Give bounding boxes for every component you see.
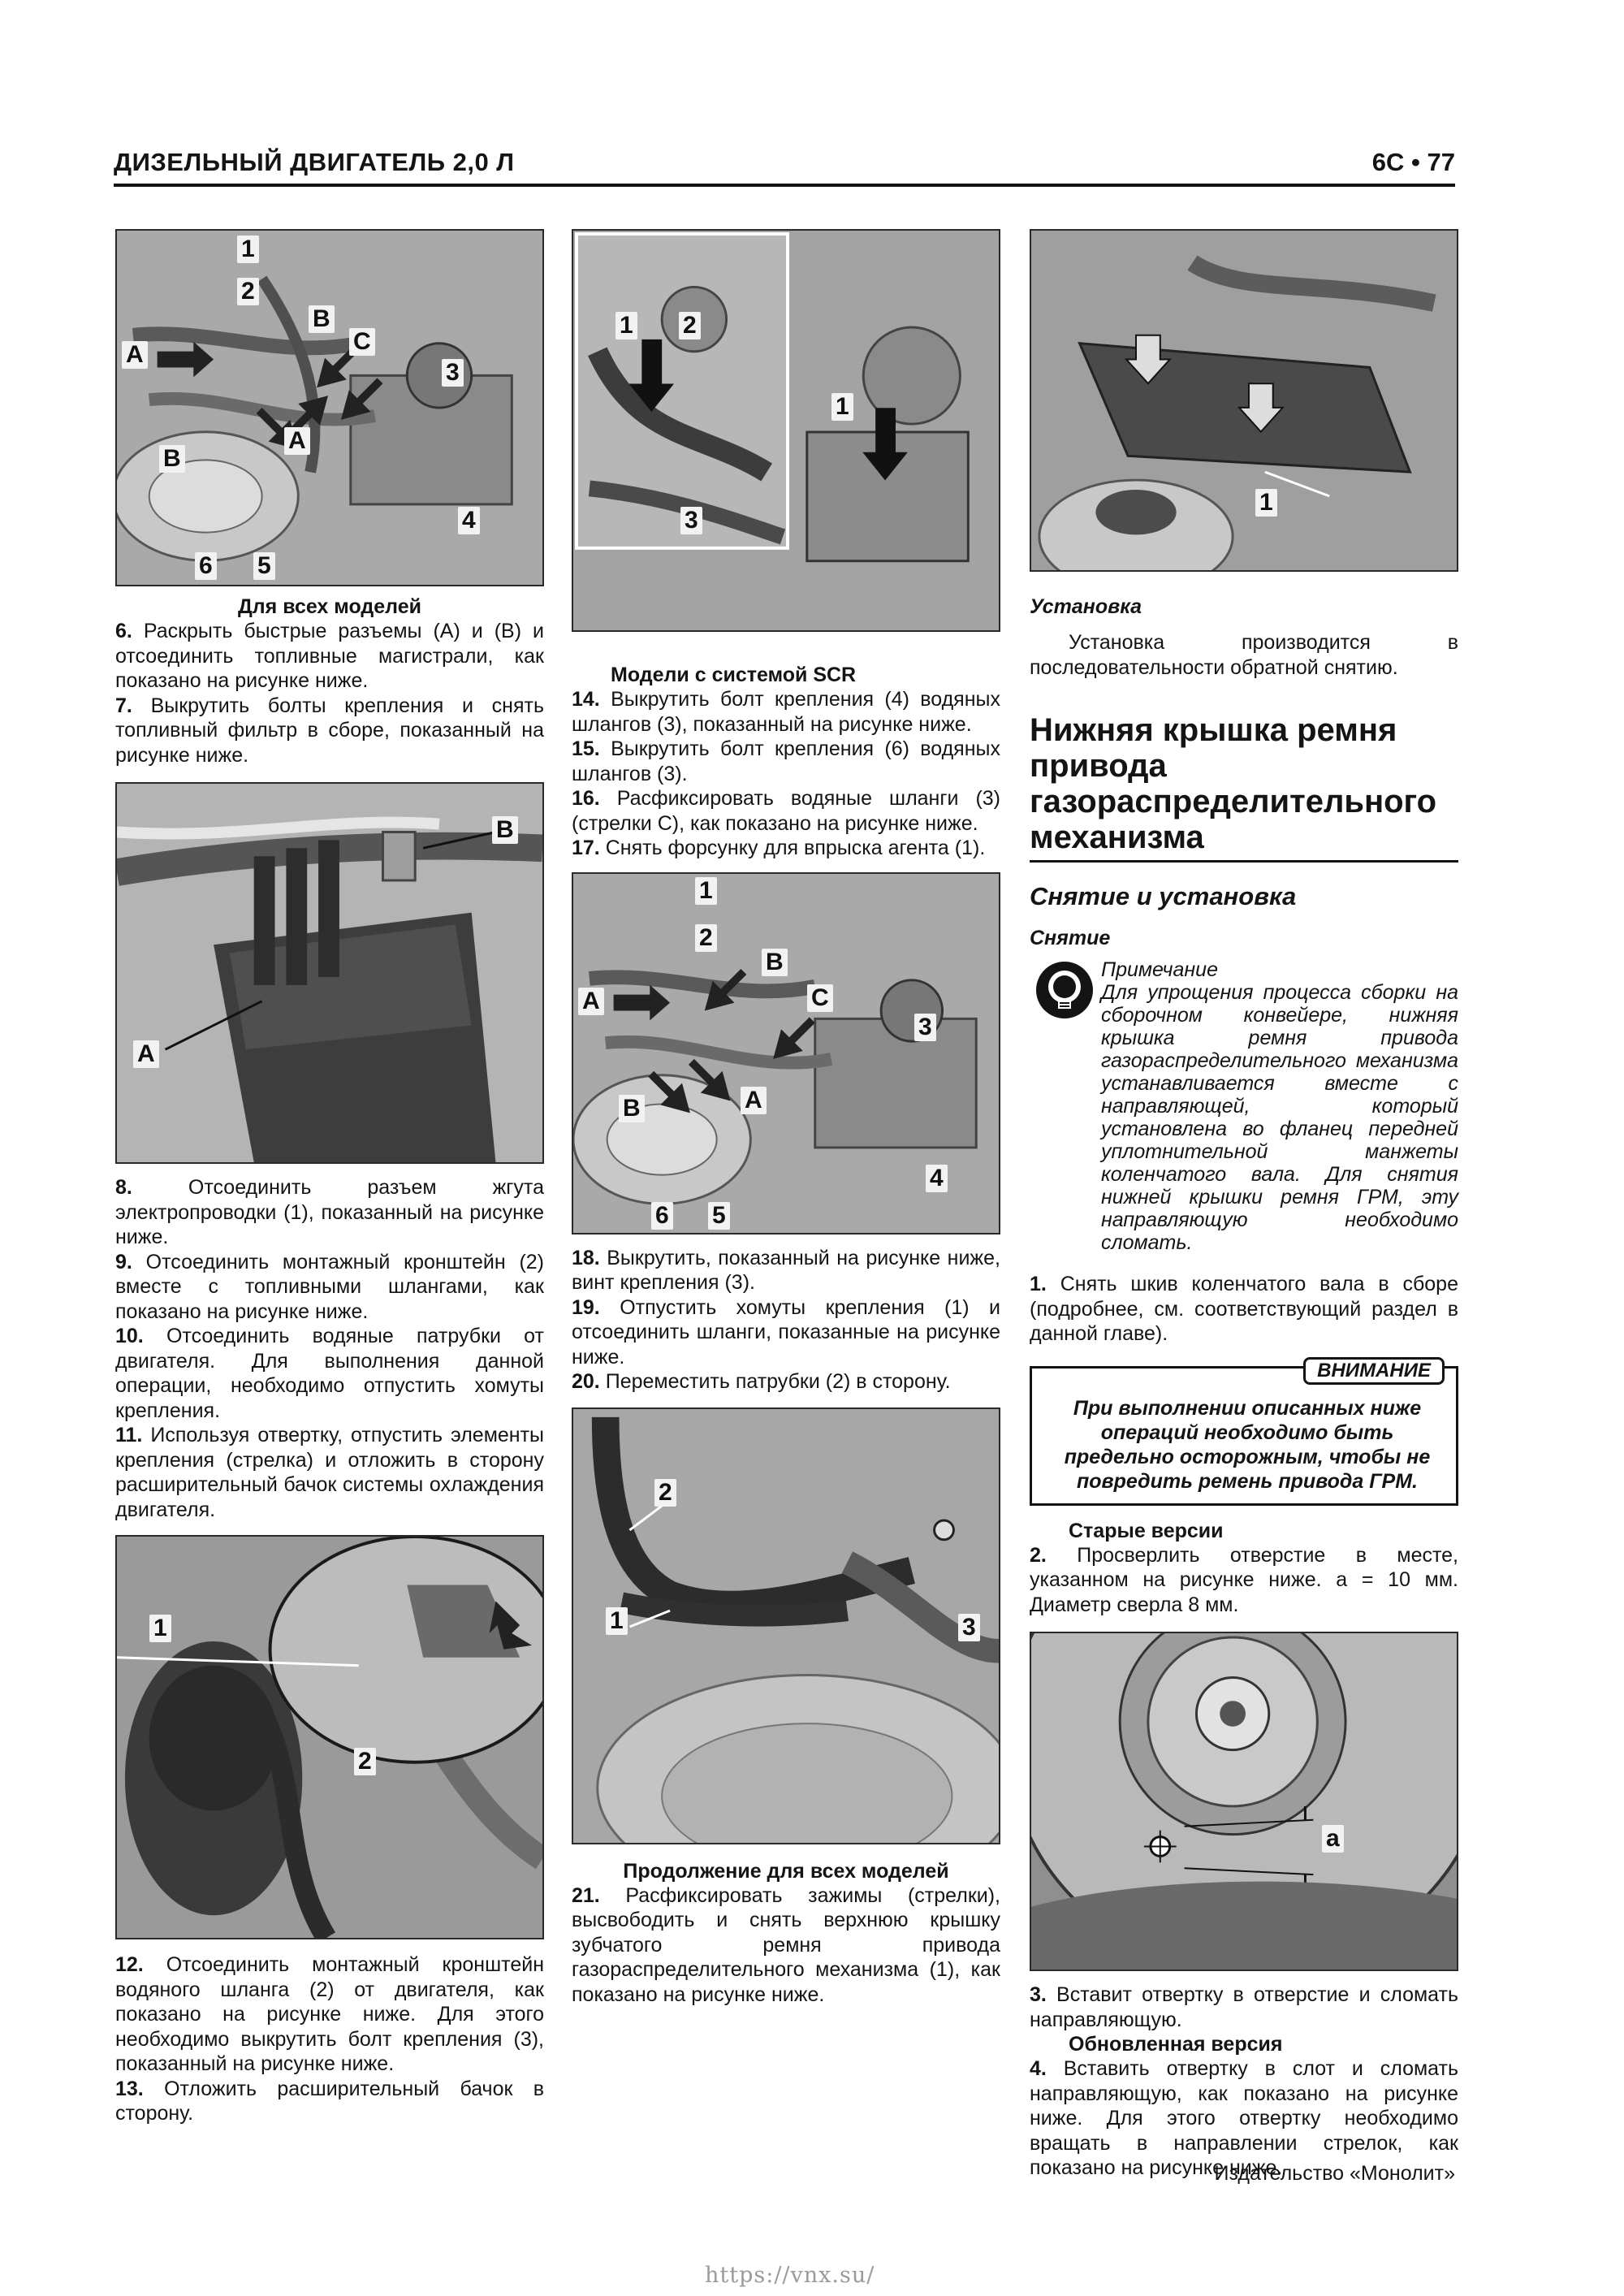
step-2: 2. Просверлить отверстие в месте, указанном на рисунке ниже. а = 10 мм. Диаметр сверла 8 мм.	[1030, 1543, 1458, 1616]
callout-2: 2	[654, 1479, 676, 1507]
callout-3: 3	[442, 359, 464, 387]
callout-3: 3	[680, 507, 702, 534]
callout-1: 1	[149, 1615, 171, 1642]
note-block	[1030, 958, 1458, 1254]
step-10: 10. Отсоединить водяные патрубки от двигателя. Для выполнения данной операции, необходимо отпустить хомуты крепления.	[115, 1325, 544, 1422]
warning-box	[1030, 1359, 1458, 1506]
step-4: 4. Вставить отвертку в слот и сломать направляющую, как показано на рисунке ниже. Для этого отвертку необходимо вращать в направлении стрелок, как показано на рисунке ниже.	[1030, 2057, 1458, 2179]
figure-upper-timing-cover	[1030, 229, 1458, 572]
subhead-new-version: Обновленная версия	[1069, 2033, 1283, 2056]
step-21-block	[572, 1883, 1000, 2008]
fuel-filter-illustration	[117, 784, 542, 1162]
step-9: 9. Отсоединить монтажный кронштейн (2) вместе с топливными шлангами, как показано на рисунке ниже.	[115, 1250, 544, 1323]
callout-4: 4	[458, 507, 480, 534]
callout-b: B	[309, 305, 335, 333]
sub-title: Снятие и установка	[1030, 882, 1297, 910]
step-14: 14. Выкрутить болт крепления (4) водяных шлангов (3), показанный на рисунке ниже.	[572, 688, 1000, 736]
watermark-url: https://vnx.su/	[705, 2263, 875, 2288]
column-1	[115, 229, 544, 2126]
subhead-all-models: Для всех моделей	[237, 595, 421, 618]
step-3: 3. Вставит отвертку в отверстие и сломать направляющую.	[1030, 1983, 1458, 2031]
steps-18-20	[572, 1246, 1000, 1394]
callout-1: 1	[1255, 489, 1277, 517]
step-13: 13. Отложить расширительный бачок в сторону.	[115, 2077, 544, 2125]
figure-expansion-tank	[115, 1535, 544, 1939]
callout-b2: B	[619, 1095, 645, 1122]
steps-14-17	[572, 687, 1000, 861]
chapter-title: ДИЗЕЛЬНЫЙ ДВИГАТЕЛЬ 2,0 Л	[114, 148, 515, 176]
callout-1: 1	[606, 1607, 628, 1635]
step-18: 18. Выкрутить, показанный на рисунке ниже, винт крепления (3).	[572, 1246, 1001, 1294]
callout-1: 1	[615, 312, 637, 339]
step-6: 6. Раскрыть быстрые разъемы (А) и (В) и отсоединить топливные магистрали, как показано на рисунке ниже.	[115, 620, 544, 692]
callout-2: 2	[679, 312, 701, 339]
callout-3: 3	[914, 1014, 936, 1041]
callout-a2: A	[284, 427, 310, 455]
column-2	[572, 229, 1000, 2007]
step-19: 19. Отпустить хомуты крепления (1) и отсоединить шланги, показанные на рисунке ниже.	[572, 1295, 1000, 1369]
callout-1: 1	[695, 877, 717, 905]
note-text: Для упрощения процесса сборки на сборочном конвейере, нижняя крышка ремня привода газораспределительного механизма устанавливается вместе с направляющей, который установлена во фланец передней уплотнительной манжеты коленчатого вала. Для снятия нижней крышки ремня ГРМ, эту направляющую необходимо сломать.	[1101, 981, 1458, 1254]
callout-2: 2	[695, 924, 717, 952]
step-20: 20. Переместить патрубки (2) в сторону.	[572, 1370, 951, 1393]
upper-timing-cover-illustration	[1031, 231, 1457, 570]
callout-6: 6	[195, 552, 217, 580]
install-heading: Установка	[1030, 595, 1142, 618]
lightbulb-icon	[1034, 960, 1095, 1020]
step-7: 7. Выкрутить болты крепления и снять топливный фильтр в сборе, показанный на рисунке ниже.	[115, 694, 544, 767]
step-2-block	[1030, 1543, 1458, 1618]
warning-badge: ВНИМАНИЕ	[1303, 1357, 1445, 1385]
callout-6: 6	[651, 1202, 673, 1230]
steps-6-7	[115, 619, 544, 767]
callout-2: 2	[354, 1748, 376, 1775]
callout-a: A	[578, 988, 604, 1015]
figure-coolant-pipes	[572, 1407, 1000, 1844]
step-12: 12. Отсоединить монтажный кронштейн водяного шланга (2) от двигателя, как показано на рисунке ниже. Для этого необходимо выкрутить болт крепления (3), показанный на рисунке ниже.	[115, 1953, 544, 2075]
figure-drill-point	[1030, 1632, 1458, 1971]
step-3-block	[1030, 1983, 1458, 2032]
callout-a2: A	[741, 1087, 767, 1114]
figure-fuel-filter	[115, 782, 544, 1164]
step-15: 15. Выкрутить болт крепления (6) водяных шлангов (3).	[572, 737, 1000, 785]
removal-heading: Снятие	[1030, 927, 1111, 949]
scr-injector-illustration	[573, 231, 999, 630]
step-16: 16. Расфиксировать водяные шланги (3) (стрелки С), как показано на рисунке ниже.	[572, 787, 1000, 835]
step-11: 11. Используя отвертку, отпустить элементы крепления (стрелка) и отложить в сторону расширительный бачок системы охлаждения двигателя.	[115, 1424, 545, 1521]
callout-3: 3	[958, 1614, 980, 1641]
expansion-tank-illustration	[117, 1537, 542, 1938]
coolant-pipes-illustration	[573, 1409, 999, 1843]
figure-water-hoses	[572, 872, 1000, 1234]
callout-4: 4	[926, 1165, 948, 1192]
step-17: 17. Снять форсунку для впрыска агента (1).	[572, 837, 986, 859]
callout-5: 5	[253, 552, 275, 580]
subhead-old-versions: Старые версии	[1069, 1519, 1224, 1542]
step-1-block	[1030, 1272, 1458, 1347]
steps-12-13	[115, 1952, 544, 2126]
publisher-credit: Издательство «Монолит»	[1214, 2162, 1455, 2185]
step-21: 21. Расфиксировать зажимы (стрелки), высвободить и снять верхнюю крышку зубчатого ремня привода газораспределительного механизма (1), как показано на рисунке ниже.	[572, 1883, 1000, 2006]
callout-a: a	[1322, 1825, 1344, 1853]
callout-c: C	[349, 328, 375, 356]
callout-b2: B	[159, 445, 185, 473]
callout-a: A	[133, 1040, 159, 1068]
note-title: Примечание	[1101, 958, 1218, 981]
section-title: Нижняя крышка ремня привода газораспределительного механизма	[1030, 712, 1458, 863]
figure-fuel-lines	[115, 229, 544, 586]
subhead-scr-models: Модели с системой SCR	[611, 664, 857, 686]
callout-a: A	[122, 341, 148, 369]
page-number: 6С • 77	[1371, 148, 1455, 176]
figure-scr-injector	[572, 229, 1000, 632]
subhead-continue-all-models: Продолжение для всех моделей	[623, 1859, 949, 1883]
steps-8-11	[115, 1175, 544, 1522]
column-3	[1030, 229, 1458, 2181]
step-1: 1. Снять шкив коленчатого вала в сборе (подробнее, см. соответствующий раздел в данной главе).	[1030, 1273, 1458, 1345]
page-header	[114, 146, 1455, 187]
install-text: Установка производится в последовательности обратной снятию.	[1030, 631, 1458, 679]
callout-1: 1	[237, 236, 259, 263]
callout-c: C	[807, 984, 833, 1012]
step-8: 8. Отсоединить разъем жгута электропроводки (1), показанный на рисунке ниже.	[115, 1176, 544, 1248]
callout-2: 2	[237, 278, 259, 305]
callout-b: B	[492, 816, 518, 844]
drill-point-illustration	[1031, 1633, 1457, 1970]
callout-5: 5	[708, 1202, 730, 1230]
callout-1b: 1	[831, 393, 853, 421]
warning-text: При выполнении описанных ниже операций необходимо быть предельно осторожным, чтобы не повредить ремень привода ГРМ.	[1064, 1396, 1431, 1493]
callout-b: B	[762, 949, 788, 976]
